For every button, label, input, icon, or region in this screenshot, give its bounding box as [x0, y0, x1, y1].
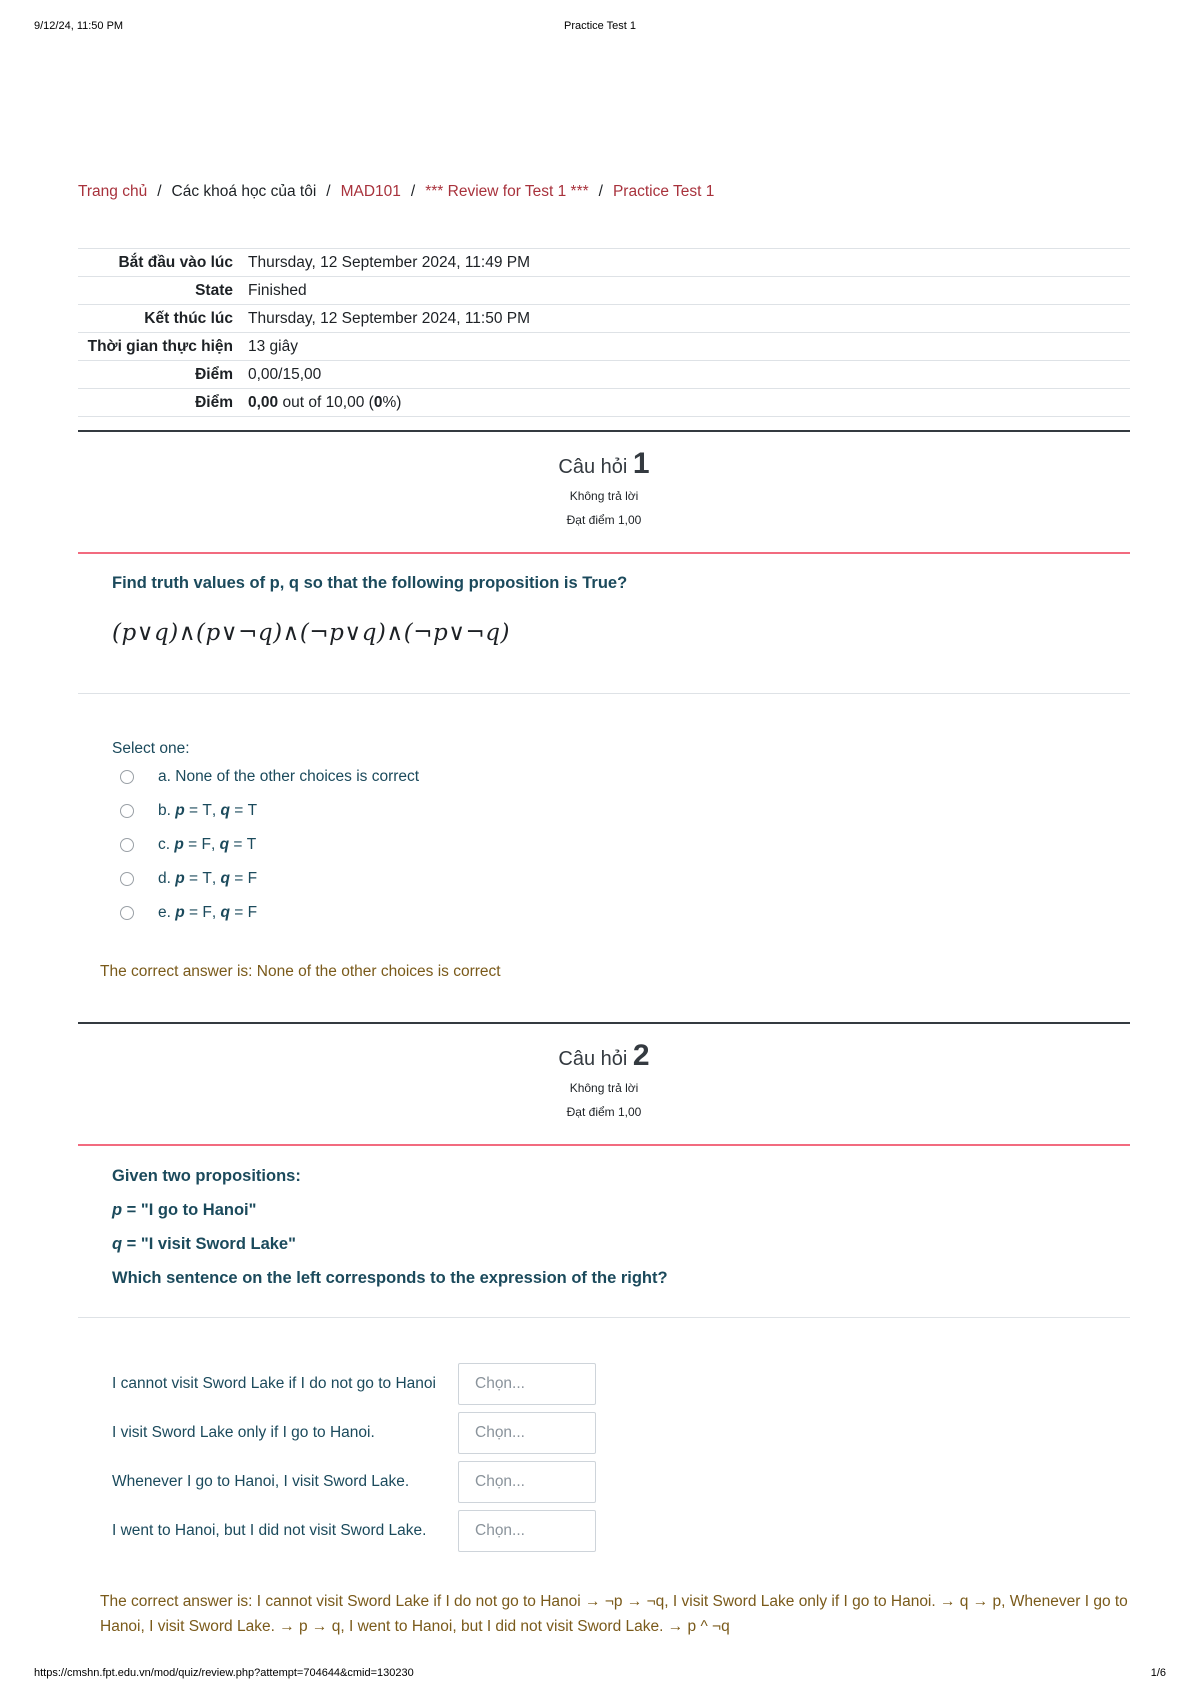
print-footer: [34, 1667, 1166, 1683]
question-2-correct-answer: The correct answer is: I cannot visit Sword Lake if I do not go to Hanoi → ¬p → ¬q, I visit Sword Lake only if I go to Hanoi. → q → p, Whenever I go to Hanoi, I visit Sword Lake. → p → q, I went to Hanoi, but I did not visit Sword Lake. → p ^ ¬q: [100, 1593, 1128, 1635]
option-q-value: F: [247, 870, 258, 887]
breadcrumb-course[interactable]: MAD101: [340, 183, 401, 200]
definition-text: = "I go to Hanoi": [122, 1201, 257, 1219]
match-select[interactable]: [458, 1363, 596, 1405]
summary-row-time-taken: [78, 333, 1130, 361]
option-p-value: F: [202, 904, 212, 921]
option-prefix: b.: [158, 802, 171, 819]
option-d[interactable]: d. p = T , q = F: [112, 870, 257, 888]
radio-button[interactable]: [120, 804, 134, 818]
match-select[interactable]: [458, 1461, 596, 1503]
match-row: [112, 1461, 596, 1503]
option-p-value: T: [202, 802, 212, 819]
radio-button[interactable]: [120, 906, 134, 920]
summary-label: Kết thúc lúc: [144, 309, 233, 327]
question-number: [78, 1039, 1130, 1073]
question-grade: Đạt điểm 1,00: [566, 513, 642, 527]
option-prefix: c.: [158, 836, 171, 853]
radio-button[interactable]: [120, 838, 134, 852]
summary-grade-value: [248, 389, 1130, 417]
breadcrumb-my-courses[interactable]: Các khoá học của tôi: [171, 183, 317, 200]
summary-label: Điểm: [195, 365, 233, 383]
match-row: [112, 1412, 596, 1454]
summary-label: Bắt đầu vào lúc: [118, 253, 233, 271]
summary-value: Finished: [248, 281, 307, 299]
question-1-text: Find truth values of p, q so that the following proposition is True?: [112, 574, 628, 592]
radio-button[interactable]: [120, 872, 134, 886]
summary-row-grade: [78, 389, 1130, 417]
select-placeholder: Chọn...: [475, 1473, 525, 1490]
breadcrumb-separator: /: [157, 183, 162, 200]
print-page-number: 1/6: [1150, 1667, 1166, 1679]
question-1-correct-answer: The correct answer is: None of the other choices is correct: [100, 963, 501, 980]
attempt-summary-table: [78, 248, 1130, 417]
breadcrumb: [78, 183, 714, 201]
option-a[interactable]: [112, 768, 419, 786]
option-prefix: e.: [158, 904, 171, 921]
match-select[interactable]: [458, 1412, 596, 1454]
summary-value: 13 giây: [248, 337, 298, 355]
match-row: [112, 1510, 596, 1552]
summary-label: State: [195, 281, 233, 299]
summary-label: Điểm: [195, 393, 233, 411]
match-statement: I visit Sword Lake only if I go to Hanoi.: [112, 1424, 375, 1441]
grade-percent: 0: [373, 393, 383, 411]
option-q-value: T: [246, 836, 257, 853]
option-c[interactable]: c. p = F , q = T: [112, 836, 256, 854]
grade-mid: out of 10,00 (: [278, 393, 374, 411]
grade-end: %): [382, 393, 402, 411]
question-2-instruction: Which sentence on the left corresponds to the expression of the right?: [112, 1269, 668, 1287]
match-select[interactable]: [458, 1510, 596, 1552]
summary-row-marks: [78, 361, 1130, 389]
summary-row-started: [78, 249, 1130, 277]
option-text: None of the other choices is correct: [175, 768, 420, 785]
select-one-prompt: Select one:: [112, 740, 190, 757]
option-prefix: d.: [158, 870, 171, 887]
print-datetime: 9/12/24, 11:50 PM: [34, 20, 124, 32]
question-divider: [78, 1144, 1130, 1146]
summary-row-state: [78, 277, 1130, 305]
radio-button[interactable]: [120, 770, 134, 784]
breadcrumb-quiz[interactable]: Practice Test 1: [612, 183, 715, 200]
match-statement: Whenever I go to Hanoi, I visit Sword Lake.: [112, 1473, 410, 1490]
question-number: [78, 447, 1130, 481]
breadcrumb-separator: /: [410, 183, 416, 200]
question-separator: [78, 693, 1130, 694]
question-number-value: 1: [632, 447, 650, 480]
breadcrumb-separator: /: [326, 183, 331, 200]
breadcrumb-section[interactable]: *** Review for Test 1 ***: [425, 183, 589, 200]
summary-row-completed: [78, 305, 1130, 333]
question-1-info: [78, 430, 1130, 554]
grade-score: 0,00: [248, 393, 279, 411]
question-2-q-definition: [112, 1235, 296, 1254]
definition-text: = "I visit Sword Lake": [122, 1235, 296, 1253]
print-url: https://cmshn.fpt.edu.vn/mod/quiz/review.php?attempt=704644&cmid=130230: [34, 1667, 414, 1679]
question-grade: Đạt điểm 1,00: [566, 1105, 642, 1119]
question-state: Không trả lời: [569, 489, 639, 503]
print-header: [34, 20, 1166, 36]
summary-label: Thời gian thực hiện: [87, 337, 233, 355]
question-label: Câu hỏi: [558, 1048, 628, 1070]
question-label: Câu hỏi: [558, 456, 628, 478]
breadcrumb-separator: /: [598, 183, 603, 200]
summary-value: 0,00/15,00: [248, 365, 322, 383]
summary-value: Thursday, 12 September 2024, 11:50 PM: [248, 309, 531, 327]
question-divider: [78, 552, 1130, 554]
question-2-intro: Given two propositions:: [112, 1167, 301, 1185]
select-placeholder: Chọn...: [475, 1424, 525, 1441]
option-prefix: a.: [158, 768, 171, 785]
match-statement: I cannot visit Sword Lake if I do not go to Hanoi: [112, 1375, 436, 1392]
option-b[interactable]: b. p = T , q = T: [112, 802, 257, 820]
question-2-info: [78, 1022, 1130, 1146]
select-placeholder: Chọn...: [475, 1522, 525, 1539]
question-state: Không trả lời: [569, 1081, 639, 1095]
match-statement: I went to Hanoi, but I did not visit Sword Lake.: [112, 1522, 427, 1539]
option-p-value: T: [202, 870, 212, 887]
question-separator: [78, 1317, 1130, 1318]
option-q-value: F: [247, 904, 258, 921]
select-placeholder: Chọn...: [475, 1375, 525, 1392]
print-title: Practice Test 1: [564, 20, 636, 32]
option-e[interactable]: e. p = F , q = F: [112, 904, 257, 922]
option-p-value: F: [201, 836, 211, 853]
option-q-value: T: [247, 802, 258, 819]
variable-p: p: [112, 1201, 123, 1219]
question-1-formula: (p∨q)∧(p∨¬q)∧(¬p∨q)∧(¬p∨¬q): [112, 620, 510, 646]
summary-value: Thursday, 12 September 2024, 11:49 PM: [248, 253, 531, 271]
match-row: [112, 1363, 596, 1405]
breadcrumb-home[interactable]: Trang chủ: [78, 183, 148, 200]
question-number-value: 2: [632, 1039, 650, 1072]
question-2-p-definition: [112, 1201, 256, 1220]
variable-q: q: [112, 1235, 123, 1253]
